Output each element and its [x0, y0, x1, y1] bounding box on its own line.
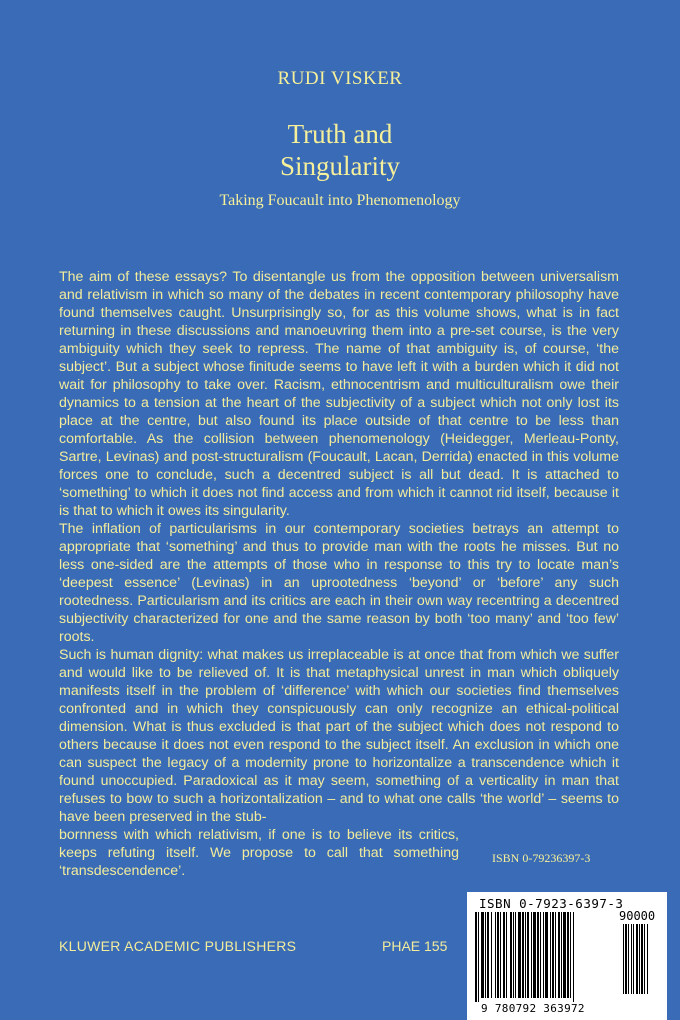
barcode-addon-bar [633, 924, 634, 994]
barcode-bar [555, 912, 556, 998]
barcode-bar [497, 912, 499, 998]
barcode-bar [475, 912, 477, 1002]
barcode-addon-bar [636, 924, 638, 994]
barcode-bar [525, 912, 526, 998]
blurb-text [59, 268, 619, 880]
barcode-bar [478, 912, 479, 1002]
barcode-addon-bar [641, 924, 643, 994]
barcode-addon-bar [639, 924, 640, 994]
barcode-bar [485, 912, 486, 998]
barcode-bar [518, 912, 521, 998]
barcode-addon-bar [623, 924, 624, 994]
barcode-label [467, 892, 667, 1020]
barcode-bar [561, 912, 562, 998]
barcode-bar [537, 912, 539, 998]
barcode-bar [531, 912, 532, 998]
barcode-bar [491, 912, 492, 998]
barcode-bar [550, 912, 551, 998]
isbn-text: ISBN 0-79236397-3 [492, 851, 591, 865]
barcode-icon [473, 912, 663, 1002]
barcode-bar [515, 912, 516, 998]
barcode-bar [495, 912, 496, 998]
barcode-bar [487, 912, 489, 998]
book-subtitle: Taking Foucault into Phenomenology [219, 192, 461, 209]
blurb-paragraph: The inflation of particularisms in our contemporary societies betrays an attempt to appropriate that ‘something’ and thus to provide man with the roots he misses. But no less one-sided are the attempts of those who in response to this try to locate man’s ‘deepest essence’ (Levinas) in an uprootedness ‘beyond’ or ‘before’ any such rootedness. Particularism and its critics are each in their own way recentring a decentred subjectivity characterized for one and the same reason by both ‘too many’ and ‘too few’ roots. [59, 521, 619, 645]
author-name: RUDI VISKER [277, 68, 403, 89]
barcode-addon-bar [631, 924, 632, 994]
blurb-paragraph: The aim of these essays? To disentangle us from the opposition between universalism and relativism in which so many of the debates in recent contemporary philosophy have found themselves caught. Unsurprisingly so, for as this volume shows, what is in fact returning in these discussions and manoeuvring them into a pre-set course, is the very ambiguity which they seek to repress. The name of that ambiguity is, of course, ‘the subject’. But a subject whose finitude seems to have left it with a burden which it did not wait for philosophy to take over. Racism, ethnocentrism and multiculturalism owe their dynamics to a tension at the heart of the subjectivity of a subject which not only lost its place at the centre, but also found its place outside of that centre to be less than comfortable. As the collision between phenomenology (Heidegger, Merleau-Ponty, Sartre, Levinas) and post-structuralism (Foucault, Lacan, Derrida) enacted in this volume forces one to conclude, such a decentred subject is all but dead. It is attached to ‘something’ to which it does not find access and from which it cannot rid itself, because it is that to which it owes its singularity. [59, 269, 619, 519]
barcode-bar [500, 912, 501, 998]
barcode-bar [481, 912, 484, 998]
barcode-bar [567, 912, 569, 998]
publisher-name: KLUWER ACADEMIC PUBLISHERS [59, 938, 297, 954]
barcode-bar [570, 912, 571, 998]
barcode-isbn: ISBN 0-7923-6397-3 [479, 896, 624, 911]
barcode-addon-bar [628, 924, 629, 994]
barcode-bar [540, 912, 541, 998]
book-title-line-2: Singularity [280, 151, 400, 181]
series-code: PHAE 155 [382, 938, 448, 954]
barcode-bar [503, 912, 505, 998]
barcode-addon-number: 90000 [619, 909, 656, 923]
barcode-bar [545, 912, 548, 998]
barcode-bar [563, 912, 566, 998]
barcode-addon-bar [625, 924, 627, 994]
barcode-bar [552, 912, 554, 998]
barcode-bar [573, 912, 574, 1002]
barcode-bar [533, 912, 536, 998]
barcode-addon-bar [647, 924, 648, 994]
barcode-bar [558, 912, 560, 998]
blurb-paragraph: bornness with which relativism, if one is to believe its critics, keeps refuting itself. We propose to call that something ‘transdescendence’. [59, 827, 459, 879]
barcode-addon-bar [644, 924, 645, 994]
book-title-line-1: Truth and [287, 119, 393, 149]
barcode-bar [506, 912, 507, 998]
barcode-ean-number: 9 780792 363972 [481, 1002, 585, 1015]
barcode-bar [522, 912, 524, 998]
barcode-bar [527, 912, 529, 998]
barcode-bar [543, 912, 544, 998]
blurb-paragraph: Such is human dignity: what makes us irreplaceable is at once that from which we suffer and would like to be relieved of. It is that metaphysical unrest in man which obliquely manifests itself in the problem of ‘difference’ with which our societies find themselves confronted and in which they conspicuously can only recognize an ethical-political dimension. What is thus excluded is that part of the subject which does not respond to others because it does not even respond to the subject itself. An exclusion in which one can suspect the legacy of a modernity prone to horizontalize a transcendence which it found unoccupied. Paradoxical as it may seem, something of a verticality in man that refuses to bow to such a horizontalization – and to what one calls ‘the world’ – seems to have been preserved in the stub- [59, 647, 619, 825]
barcode-bar [510, 912, 512, 998]
barcode-bar [513, 912, 514, 998]
